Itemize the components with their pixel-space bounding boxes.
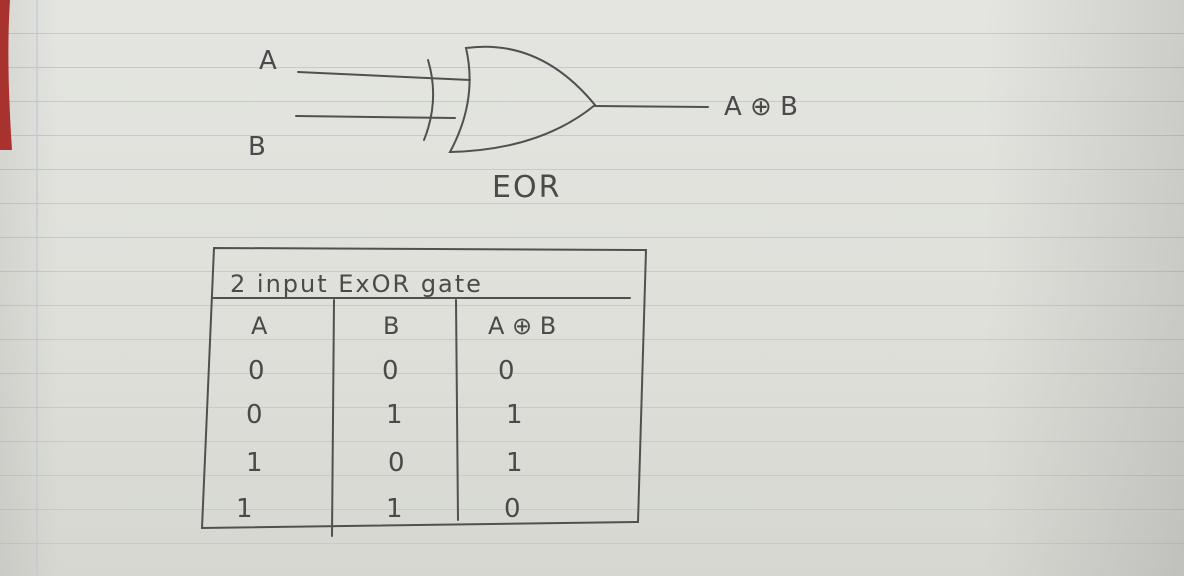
gate-label: EOR <box>492 170 562 205</box>
xor-extra-curve <box>424 60 433 140</box>
input-b-label: B <box>248 132 266 162</box>
table-cell: 1 <box>236 494 253 524</box>
output-label: A ⊕ B <box>724 92 798 122</box>
table-header-a: A <box>251 312 268 340</box>
input-a-label: A <box>259 46 277 76</box>
table-title: 2 input ExOR gate <box>230 270 483 298</box>
table-cell: 0 <box>382 356 399 386</box>
table-cell: 1 <box>386 494 403 524</box>
table-cell: 1 <box>506 400 523 430</box>
table-cell: 0 <box>388 448 405 478</box>
table-header-xor: A ⊕ B <box>488 312 557 340</box>
table-cell: 1 <box>246 448 263 478</box>
table-cell: 0 <box>504 494 521 524</box>
xor-gate-body <box>450 47 595 152</box>
wire-output <box>595 106 708 107</box>
table-cell: 0 <box>248 356 265 386</box>
wire-a <box>298 72 470 80</box>
table-cell: 0 <box>498 356 515 386</box>
table-cell: 0 <box>246 400 263 430</box>
table-column-divider-1 <box>332 300 334 536</box>
table-cell: 1 <box>506 448 523 478</box>
table-cell: 1 <box>386 400 403 430</box>
table-column-divider-2 <box>456 300 458 520</box>
table-header-b: B <box>383 312 400 340</box>
